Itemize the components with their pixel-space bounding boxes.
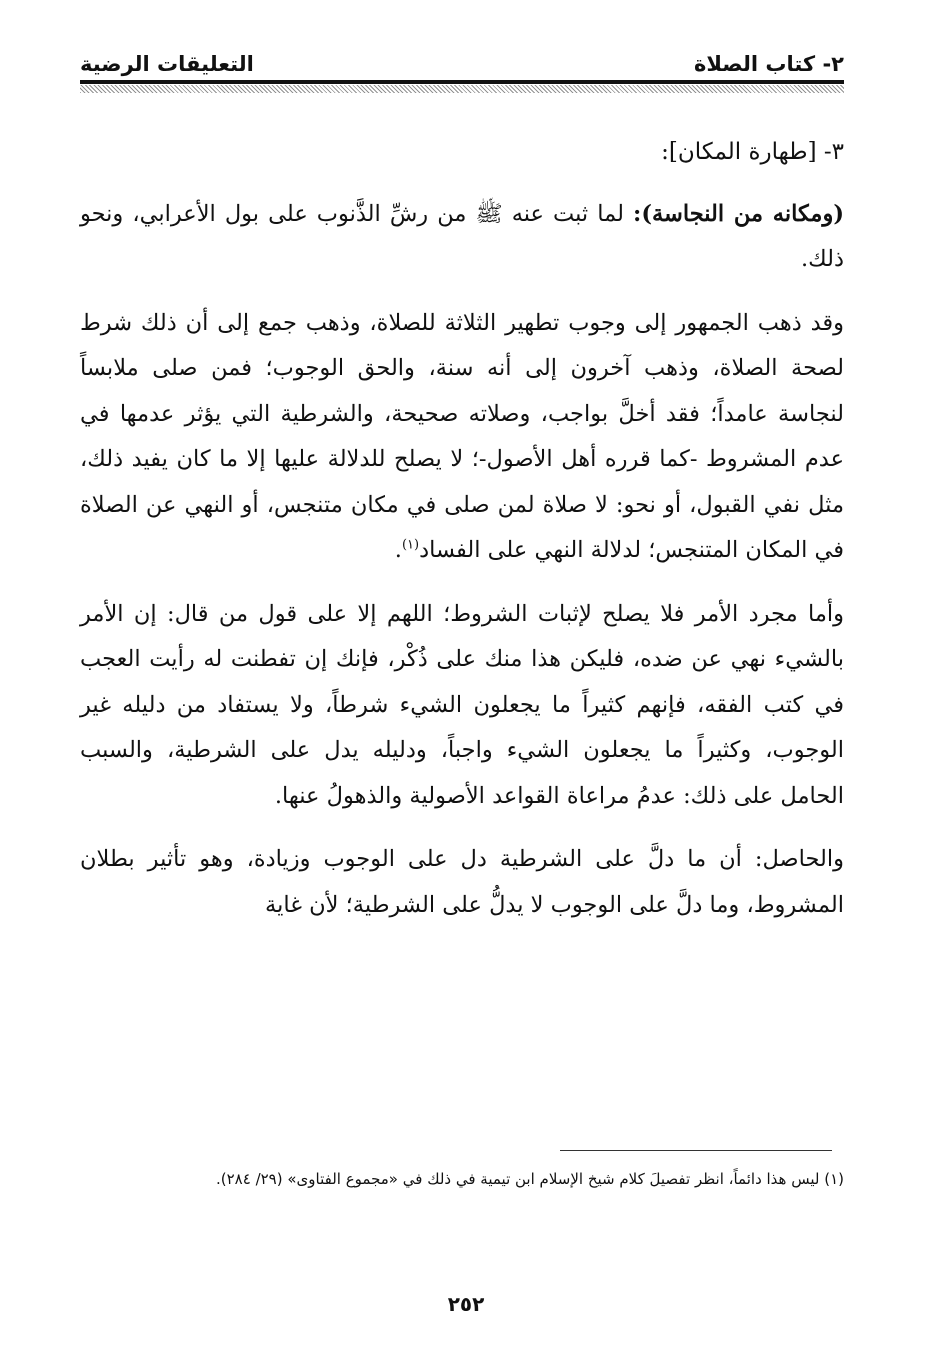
footnote-marker: (١) <box>401 537 420 553</box>
paragraph-2-tail: . <box>394 537 402 563</box>
paragraph-4-text: والحاصل: أن ما دلَّ على الشرطية دل على الوجوب وزيادة، وهو تأثير بطلان المشروط، وما دلَّ على الوجوب لا يدلُّ على الشرطية؛ لأن غاية <box>80 846 844 918</box>
header-chapter: ٢- كتاب الصلاة <box>693 52 844 76</box>
paragraph-2 <box>80 301 844 574</box>
section-heading: ٣- [طهارة المكان]: <box>661 139 844 165</box>
paragraph-1-text: لما ثبت عنه ﷺ من رشِّ الذَّنوب على بول الأعرابي، ونحو ذلك. <box>80 200 844 272</box>
footnote-separator <box>560 1150 832 1151</box>
paragraph-1-lead: (ومكانه من النجاسة): <box>633 200 844 227</box>
paragraph-2-text: وقد ذهب الجمهور إلى وجوب تطهير الثلاثة للصلاة، وذهب جمع إلى أن ذلك شرط لصحة الصلاة، وذهب آخرون إلى أنه سنة، والحق الوجوب؛ فمن صلى ملابساً لنجاسة عامداً؛ فقد أخلَّ بواجب، وصلاته صحيحة، والشرطية التي يؤثر عدمها في عدم المشروط -كما قرره أهل الأصول-؛ لا يصلح للدلالة عليها إلا ما كان يفيد ذلك، مثل نفي القبول، أو نحو: لا صلاة لمن صلى في مكان متنجس، أو النهي عن الصلاة في المكان المتنجس؛ لدلالة النهي على الفساد <box>80 309 844 563</box>
paragraph-4 <box>80 837 844 928</box>
footnote-1: (١) ليس هذا دائماً، انظر تفصيلَ كلام شيخ الإسلام ابن تيمية في ذلك في «مجموع الفتاوى» (٢٩/ ٢٨٤). <box>216 1170 844 1188</box>
header-rule <box>80 80 844 84</box>
paragraph-1 <box>80 192 844 283</box>
header-hatched-rule <box>80 85 844 93</box>
footnotes <box>80 1164 844 1194</box>
paragraph-3-text: وأما مجرد الأمر فلا يصلح لإثبات الشروط؛ اللهم إلا على قول من قال: إن الأمر بالشيء نهي عن ضده، فليكن هذا منك على ذُكْر، فإنك إن تفطنت له رأيت العجب في كتب الفقه، فإنهم كثيراً ما يجعلون الشيء شرطاً، ولا يستفاد من دليله غير الوجوب، وكثيراً ما يجعلون الشيء واجباً، ودليله يدل على الشرطية، والسبب الحامل على ذلك: عدمُ مراعاة القواعد الأصولية والذهولُ عنها. <box>80 600 844 809</box>
page-number: ٢٥٢ <box>447 1292 485 1316</box>
main-text <box>80 130 844 946</box>
paragraph-3 <box>80 592 844 820</box>
header-book-title: التعليقات الرضية <box>80 52 254 76</box>
running-header <box>80 42 844 76</box>
